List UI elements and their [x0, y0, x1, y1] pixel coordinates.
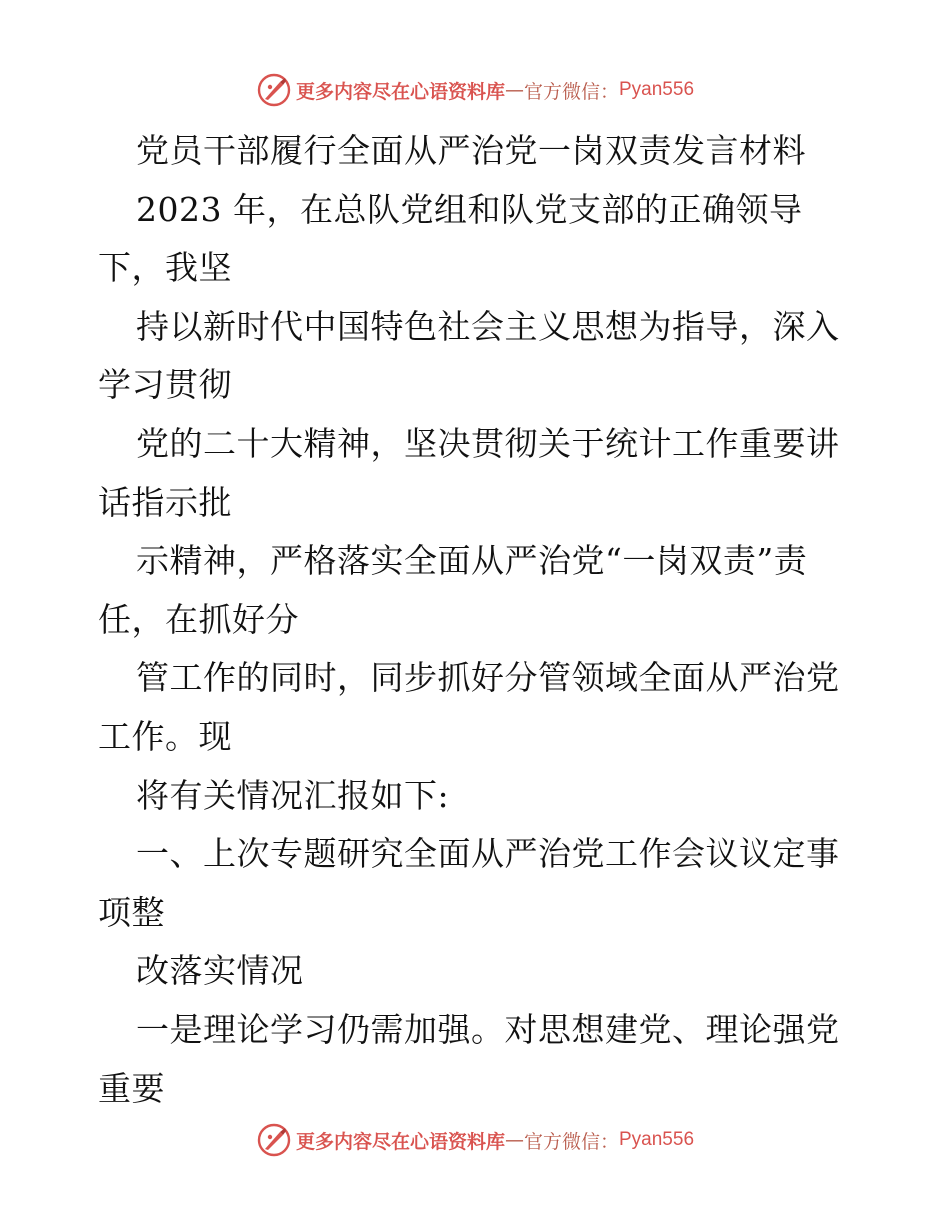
- text-line: 党的二十大精神，坚决贯彻关于统计工作重要讲: [136, 423, 840, 463]
- banner-sub-text: 官方微信：: [523, 1130, 619, 1153]
- document-body: [98, 122, 888, 1118]
- text-line: 持以新时代中国特色社会主义思想为指导，深入: [136, 306, 840, 346]
- text-line: 学习贯彻: [98, 365, 232, 405]
- banner-wechat-id: Pyan556: [619, 79, 695, 100]
- header-banner: [0, 68, 950, 112]
- footer-banner: [0, 1118, 950, 1162]
- banner-sub-text: 官方微信：: [523, 80, 619, 103]
- banner-main-text: 更多内容尽在心语资料库: [295, 1130, 505, 1153]
- quill-pen-circle-icon: [256, 72, 292, 108]
- section-heading: 一、上次专题研究全面从严治党工作会议议定事: [136, 834, 840, 874]
- text-line: 管工作的同时，同步抓好分管领域全面从严治党: [136, 658, 840, 698]
- text-line: 任，在抓好分: [98, 599, 299, 639]
- text-line: 改落实情况: [136, 951, 304, 991]
- text-line: 项整: [98, 892, 165, 932]
- text-line: 话指示批: [98, 482, 232, 522]
- text-line: 下，我坚: [98, 248, 232, 288]
- text-line: 一是理论学习仍需加强。对思想建党、理论强党: [136, 1009, 840, 1049]
- banner-separator: —: [504, 79, 524, 101]
- document-title: 党员干部履行全面从严治党一岗双责发言材料: [136, 131, 806, 170]
- text-line: 将有关情况汇报如下:: [136, 775, 450, 815]
- text-line: 2023 年，在总队党组和队党支部的正确领导: [136, 189, 803, 229]
- quill-pen-circle-icon: [256, 1122, 292, 1158]
- banner-wechat-id: Pyan556: [619, 1129, 695, 1150]
- banner-separator: —: [504, 1129, 524, 1151]
- banner-main-text: 更多内容尽在心语资料库: [295, 80, 505, 103]
- text-line: 示精神，严格落实全面从严治党“一岗双责”责: [136, 541, 808, 581]
- text-line: 工作。现: [98, 716, 232, 756]
- text-line: 重要: [98, 1068, 165, 1108]
